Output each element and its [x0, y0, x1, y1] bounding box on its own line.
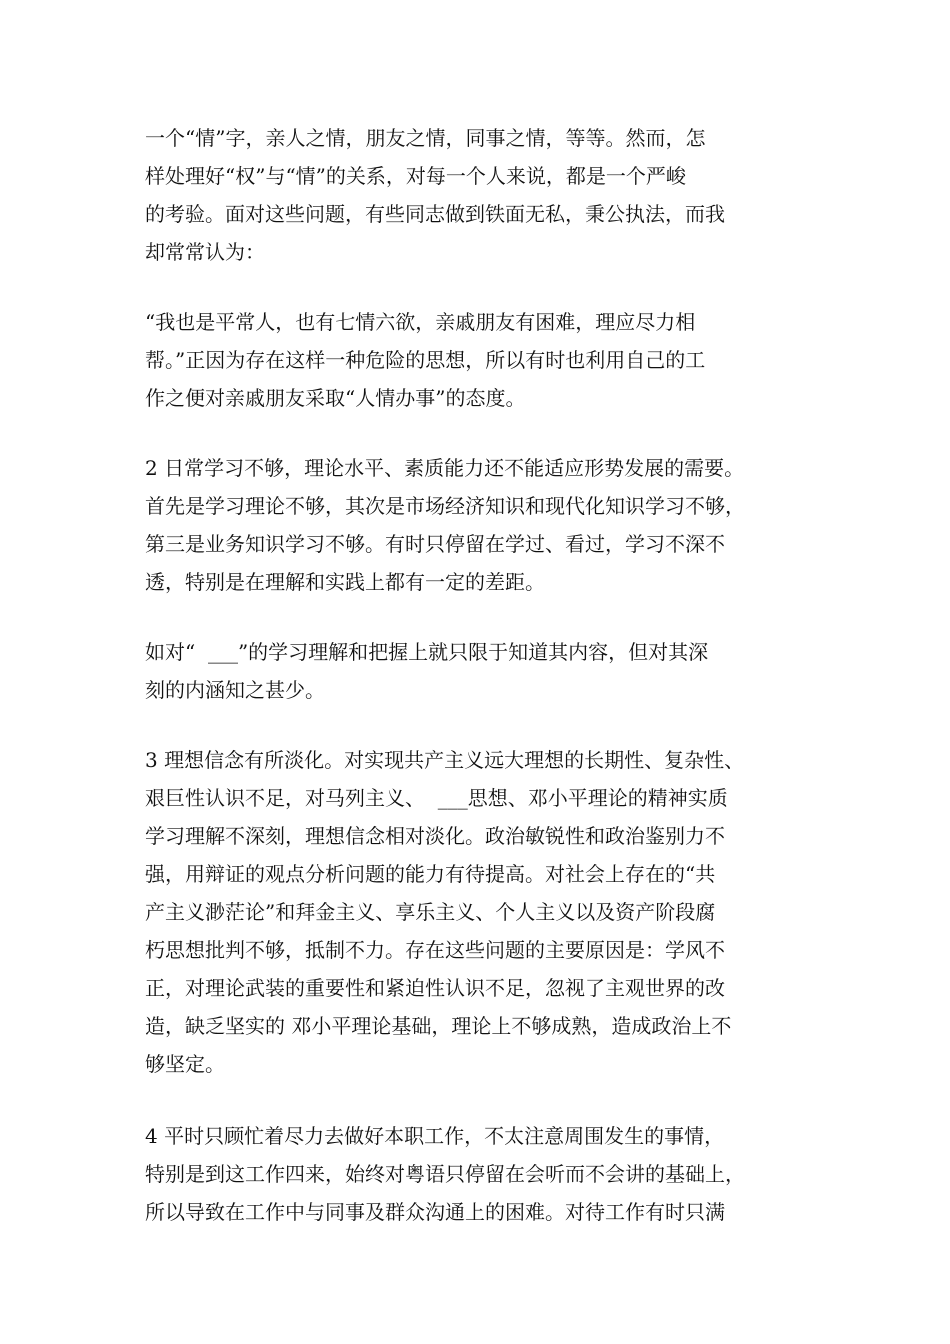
text-line: 学习理解不深刻，理想信念相对淡化。政治敏锐性和政治鉴别力不 — [145, 824, 725, 848]
paragraph-3 — [145, 449, 820, 601]
text-line: 正，对理论武装的重要性和紧迫性认识不足，忽视了主观世界的改 — [145, 976, 725, 1000]
text-line: 样处理好“权”与“情”的关系，对每一个人来说，都是一个严峻 — [145, 164, 686, 188]
paragraph-4 — [145, 633, 820, 709]
text-line: 4 平时只顾忙着尽力去做好本职工作，不太注意周围发生的事情， — [145, 1124, 725, 1148]
text-line: 够坚定。 — [145, 1052, 225, 1076]
text-line: 透，特别是在理解和实践上都有一定的差距。 — [145, 570, 545, 594]
text-line: 强，用辩证的观点分析问题的能力有待提高。对社会上存在的“共 — [145, 862, 716, 886]
text-line: 2 日常学习不够，理论水平、素质能力还不能适应形势发展的需要。 — [145, 456, 745, 480]
paragraph-5 — [145, 741, 820, 1083]
text-line: 第三是业务知识学习不够。有时只停留在学过、看过，学习不深不 — [145, 532, 725, 556]
text-line: 艰巨性认识不足，对马列主义、 ___思想、邓小平理论的精神实质 — [145, 786, 728, 810]
text-line: 3 理想信念有所淡化。对实现共产主义远大理想的长期性、复杂性、 — [145, 748, 745, 772]
text-line: 所以导致在工作中与同事及群众沟通上的困难。对待工作有时只满 — [145, 1200, 725, 1224]
paragraph-1 — [145, 119, 820, 271]
text-line: “我也是平常人，也有七情六欲，亲戚朋友有困难，理应尽力相 — [145, 310, 696, 334]
paragraph-6 — [145, 1117, 820, 1231]
text-line: 帮。”正因为存在这样一种危险的思想，所以有时也利用自己的工 — [145, 348, 706, 372]
text-line: 朽思想批判不够，抵制不力。存在这些问题的主要原因是：学风不 — [145, 938, 725, 962]
text-line: 作之便对亲戚朋友采取“人情办事”的态度。 — [145, 386, 526, 410]
text-line: 一个“情”字，亲人之情，朋友之情，同事之情，等等。然而，怎 — [145, 126, 706, 150]
text-line: 却常常认为： — [145, 240, 265, 264]
text-line: 刻的内涵知之甚少。 — [145, 678, 325, 702]
text-line: 特别是到这工作四来，始终对粤语只停留在会听而不会讲的基础上， — [145, 1162, 745, 1186]
text-line: 如对“ ___”的学习理解和把握上就只限于知道其内容，但对其深 — [145, 640, 709, 664]
text-line: 的考验。面对这些问题，有些同志做到铁面无私，秉公执法，而我 — [145, 202, 725, 226]
text-line: 产主义渺茫论”和拜金主义、享乐主义、个人主义以及资产阶段腐 — [145, 900, 716, 924]
text-line: 造，缺乏坚实的 邓小平理论基础，理论上不够成熟，造成政治上不 — [145, 1014, 732, 1038]
text-line: 首先是学习理论不够，其次是市场经济知识和现代化知识学习不够， — [145, 494, 745, 518]
paragraph-2 — [145, 303, 820, 417]
